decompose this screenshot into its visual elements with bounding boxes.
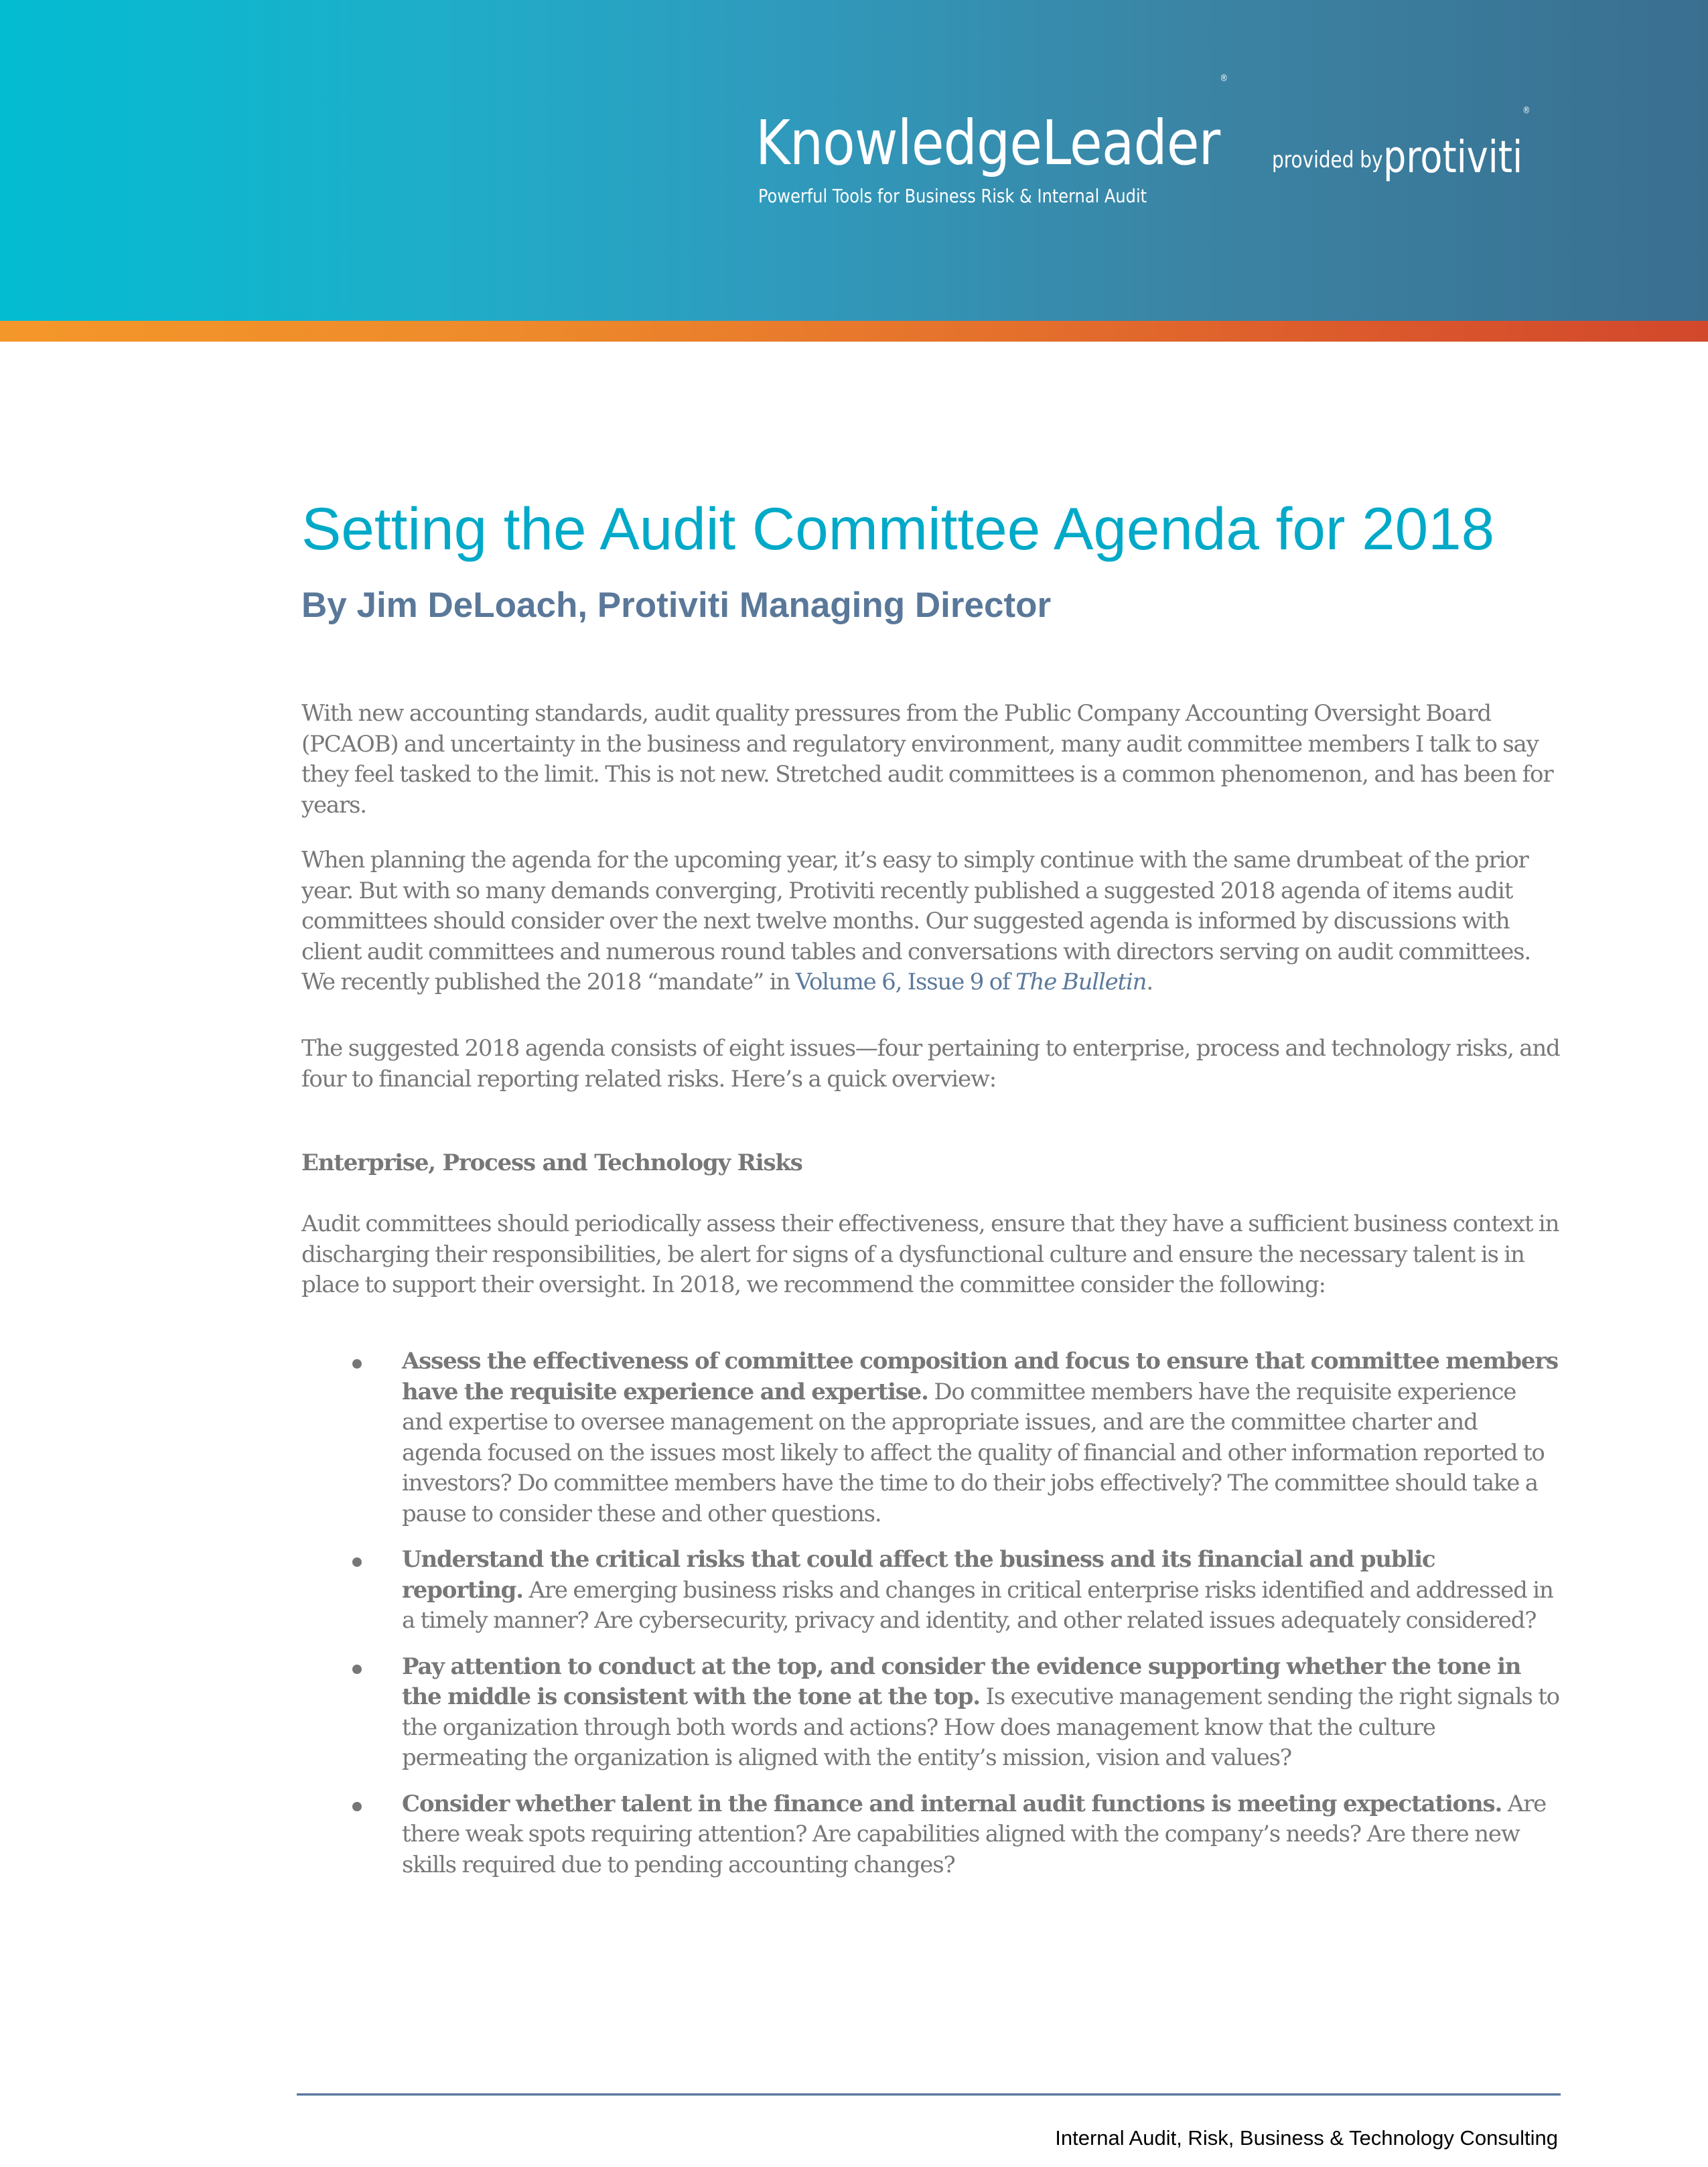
header-banner [0, 0, 1708, 322]
byline: By Jim DeLoach, Protiviti Managing Director [301, 585, 1052, 625]
footer-text: Internal Audit, Risk, Business & Technology Consulting [1055, 2126, 1558, 2150]
registered-mark: ® [1220, 73, 1228, 84]
section-heading: Enterprise, Process and Technology Risks [301, 1149, 802, 1176]
bullet-lead: Understand the critical risks that could affect the business and its financial and public reporting. [402, 1546, 1435, 1604]
logo-wordmark [756, 73, 1228, 179]
bullet-icon [352, 1802, 362, 1811]
bullet-text: Do committee members have the requisite experience and expertise to oversee management on the appropriate issues, and are the committee charter and agenda focused on the issues most likely to affect the quality of financial and other information reported to investors? Do committee members have the time to do their jobs effectively? The committee should take a pause to consider these and other questions. [402, 1378, 1545, 1527]
bullet-text: Are emerging business risks and changes in critical enterprise risks identified and addressed in a timely manner? Are cybersecurity, privacy and identity, and other related issues adequately considered? [402, 1576, 1553, 1634]
footer-divider [297, 2093, 1561, 2096]
bullet-icon [352, 1359, 362, 1369]
planning-text-end: . [1146, 969, 1153, 995]
knowledgeleader-logo [756, 73, 1541, 207]
bulletin-link[interactable] [796, 969, 1147, 995]
bullet-icon [352, 1665, 362, 1674]
list-item [301, 1652, 1561, 1774]
page-title: Setting the Audit Committee Agenda for 2018 [301, 495, 1495, 562]
planning-text: When planning the agenda for the upcoming year, it’s easy to simply continue with the same drumbeat of the prior year. But with so many demands converging, Protiviti recently published a suggested 2018 agenda of items audit committees should consider over the next twelve months. Our suggested agenda is informed by discussions with client audit committees and numerous round tables and conversations with directors serving on audit committees. We recently published the 2018 “mandate” in [301, 847, 1531, 995]
bullet-text: Are there weak spots requiring attention? Are capabilities aligned with the company’s needs? Are there new skills required due to pending accounting changes? [402, 1790, 1547, 1878]
planning-paragraph [301, 845, 1561, 998]
bulletin-link-title: The Bulletin [1015, 969, 1147, 995]
provided-by-label: provided by [1272, 147, 1383, 173]
recommendations-list [301, 1346, 1561, 1896]
bulletin-link-text: Volume 6, Issue 9 of [795, 969, 1016, 995]
accent-bar [0, 321, 1708, 342]
logo-name: KnowledgeLeader [756, 107, 1220, 179]
intro-paragraph: With new accounting standards, audit quality pressures from the Public Company Accounting Oversight Board (PCAOB) and uncertainty in the business and regulatory environment, many audit committee members I talk to say they feel tasked to the limit. This is not new. Stretched audit committees is a common phenomenon, and has been for years. [301, 700, 1553, 819]
brand-name: protiviti [1383, 131, 1523, 183]
list-item [301, 1346, 1561, 1529]
bullet-lead: Consider whether talent in the finance and internal audit functions is meeting expectations. [402, 1790, 1502, 1817]
bullet-text: Is executive management sending the right signals to the organization through both words and actions? How does management know that the culture permeating the organization is aligned with the entity’s mission, vision and values? [402, 1683, 1559, 1771]
protiviti-wordmark [1383, 105, 1531, 183]
brand-registered-mark: ® [1522, 105, 1531, 116]
bullet-lead: Pay attention to conduct at the top, and consider the evidence supporting whether the tone in the middle is consistent with the tone at the top. [402, 1653, 1521, 1710]
logo-tagline: Powerful Tools for Business Risk & Internal Audit [758, 185, 1147, 207]
bullet-lead: Assess the effectiveness of committee composition and focus to ensure that committee members have the requisite experience and expertise. [402, 1348, 1558, 1405]
list-item [301, 1789, 1561, 1881]
bullet-icon [352, 1557, 362, 1567]
section-intro: Audit committees should periodically assess their effectiveness, ensure that they have a sufficient business context in discharging their responsibilities, be alert for signs of a dysfunctional culture and ensure the necessary talent is in place to support their oversight. In 2018, we recommend the committee consider the following: [301, 1210, 1559, 1298]
list-item [301, 1545, 1561, 1636]
overview-paragraph: The suggested 2018 agenda consists of eight issues—four pertaining to enterprise, process and technology risks, and four to financial reporting related risks. Here’s a quick overview: [301, 1035, 1560, 1093]
